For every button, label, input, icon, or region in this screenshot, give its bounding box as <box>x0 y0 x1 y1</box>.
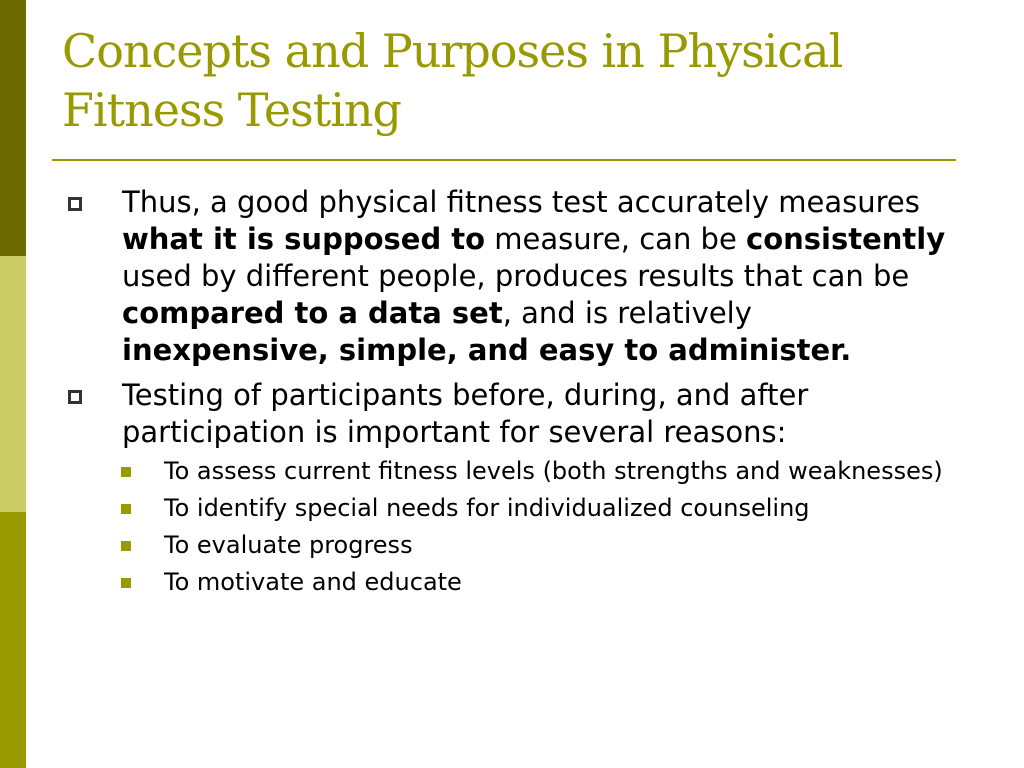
filled-square-icon <box>121 504 131 514</box>
filled-square-icon <box>121 541 131 551</box>
sub-bullet-item <box>106 493 962 524</box>
hollow-square-icon <box>68 390 82 404</box>
bullet-list <box>62 184 962 606</box>
hollow-square-icon <box>68 197 82 211</box>
sub-bullet-item <box>106 530 962 561</box>
sub-bullet-text: To evaluate progress <box>164 531 413 559</box>
sub-bullet-text: To motivate and educate <box>164 568 462 596</box>
bullet-text: Testing of participants before, during, and after participation is important for several reasons: <box>122 378 809 449</box>
text-segment: , and is relatively <box>502 296 752 330</box>
bullet-item <box>62 377 962 598</box>
title-divider <box>52 159 956 161</box>
side-band-middle <box>0 256 26 512</box>
bold-text-segment: consistently <box>746 222 946 256</box>
filled-square-icon <box>121 578 131 588</box>
bullet-text <box>122 185 945 367</box>
sub-bullet-item <box>106 456 962 487</box>
bullet-item <box>62 184 962 369</box>
sub-bullet-text: To identify special needs for individualized counseling <box>164 494 810 522</box>
text-segment: used by different people, produces results that can be <box>122 259 910 293</box>
sub-bullet-text: To assess current fitness levels (both strengths and weaknesses) <box>164 457 943 485</box>
text-segment: Thus, a good physical fitness test accurately measures <box>122 185 920 219</box>
filled-square-icon <box>121 467 131 477</box>
slide-title: Concepts and Purposes in Physical Fitness Testing <box>62 24 843 137</box>
text-segment: measure, can be <box>485 222 747 256</box>
sub-bullet-item <box>106 567 962 598</box>
bold-text-segment: inexpensive, simple, and easy to administer. <box>122 333 852 367</box>
bold-text-segment: what it is supposed to <box>122 222 486 256</box>
bold-text-segment: compared to a data set <box>122 296 503 330</box>
side-band-top <box>0 0 26 256</box>
sub-bullet-list <box>106 456 962 598</box>
side-band-bottom <box>0 512 26 768</box>
